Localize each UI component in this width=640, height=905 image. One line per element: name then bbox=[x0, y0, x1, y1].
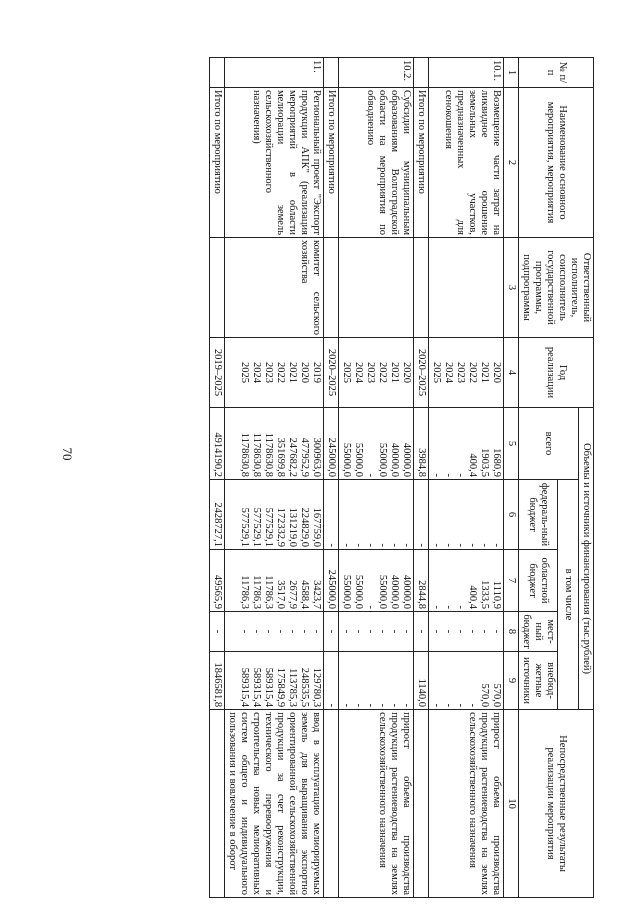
financing-table bbox=[209, 57, 594, 898]
extra-cell-value: 589315,4 bbox=[251, 667, 262, 708]
federal-cell-value: 577529,1 bbox=[251, 507, 262, 547]
regional-cell-value: 3517,0 bbox=[275, 580, 286, 609]
extra-cell-value: - bbox=[467, 703, 478, 708]
year-cell-value: 2024 bbox=[251, 362, 262, 383]
local-cell-value: - bbox=[353, 629, 364, 634]
local-cell-value: - bbox=[275, 629, 286, 634]
regional-cell-value: 3423,7 bbox=[311, 580, 322, 609]
total-cell-value: 351699,8 bbox=[275, 437, 286, 477]
responsible bbox=[414, 238, 429, 338]
local-cell bbox=[225, 612, 324, 652]
result-cell: прирост объема производства продукции растениеводства на землях сельскохозяйственного назначения bbox=[429, 710, 504, 898]
event-name: Региональный проект "Экспорт продукции АПК" (реализация мероприятий в области мелиорации земель сельскохозяйственного назначения) bbox=[225, 88, 324, 238]
row-number bbox=[324, 58, 339, 88]
year-cell-value: 2020 bbox=[491, 362, 502, 383]
header-total: всего bbox=[519, 408, 579, 480]
year-cell-value: 2024 bbox=[443, 362, 454, 383]
header-year: Год реализации bbox=[519, 338, 594, 408]
column-number: 1 bbox=[504, 58, 519, 88]
local-cell-value: - bbox=[389, 629, 400, 634]
total-cell-value: 247682,2 bbox=[287, 437, 298, 477]
year-cell-value: 2023 bbox=[455, 362, 466, 383]
extra-cell bbox=[324, 652, 339, 710]
table-row bbox=[324, 58, 339, 898]
local-cell-value: - bbox=[326, 629, 337, 634]
total-cell-value: - bbox=[443, 473, 454, 477]
federal-cell-value: 577529,1 bbox=[239, 507, 250, 547]
result-cell bbox=[414, 710, 429, 898]
regional-cell-value: 11786,3 bbox=[251, 575, 262, 609]
column-number: 10 bbox=[504, 710, 519, 898]
total-cell-value: 1178630,8 bbox=[263, 432, 274, 477]
federal-cell-value: - bbox=[431, 543, 442, 547]
column-number-row bbox=[504, 58, 519, 898]
year-cell-value: 2023 bbox=[263, 362, 274, 383]
regional-cell bbox=[210, 550, 225, 612]
total-cell-value: 400,4 bbox=[467, 453, 478, 477]
total-cell-value: 1680,9 bbox=[491, 448, 502, 477]
year-cell-value: 2024 bbox=[353, 362, 364, 383]
total-cell-value: 300963,0 bbox=[311, 437, 322, 477]
result-cell bbox=[210, 710, 225, 898]
result-cell: прирост объема производства продукции растениеводства на землях сельскохозяйственного назначения bbox=[339, 710, 414, 898]
regional-cell bbox=[324, 550, 339, 612]
total-cell-value: 3984,8 bbox=[416, 448, 427, 477]
total-cell-value: 55000,0 bbox=[377, 442, 388, 477]
total-cell bbox=[339, 408, 414, 480]
header-results: Непосредственные результаты реализации мероприятия bbox=[519, 710, 594, 898]
year-cell-value: 2025 bbox=[431, 362, 442, 383]
regional-cell-value: 1110,9 bbox=[491, 580, 502, 609]
total-cell-value: 40000,0 bbox=[389, 442, 400, 477]
local-cell-value: - bbox=[491, 629, 502, 634]
total-cell-value: 55000,0 bbox=[341, 442, 352, 477]
extra-cell-value: 570,0 bbox=[479, 683, 490, 708]
header-federal: федераль-ный бюджет bbox=[519, 480, 558, 550]
local-cell-value: - bbox=[479, 629, 490, 634]
local-cell-value: - bbox=[443, 629, 454, 634]
extra-cell-value: 589315,4 bbox=[263, 667, 274, 708]
total-cell-value: 55000,0 bbox=[353, 442, 364, 477]
federal-cell-value: - bbox=[365, 543, 376, 547]
header-event-name: Наименование основного мероприятия, мероприятия bbox=[519, 88, 594, 238]
federal-cell-value: - bbox=[455, 543, 466, 547]
local-cell bbox=[210, 612, 225, 652]
federal-cell-value: - bbox=[389, 543, 400, 547]
local-cell-value: - bbox=[401, 629, 412, 634]
header-funding: Объемы и источники финансирования (тыс.рублей) bbox=[579, 408, 594, 710]
local-cell-value: - bbox=[251, 629, 262, 634]
regional-cell-value: 245000,0 bbox=[326, 569, 337, 609]
total-cell-value: 1903,5 bbox=[479, 448, 490, 477]
extra-cell-value: 248535,5 bbox=[299, 667, 310, 708]
federal-cell-value: - bbox=[491, 543, 502, 547]
regional-cell-value: 55000,0 bbox=[377, 574, 388, 609]
year-cell-value: 2021 bbox=[479, 362, 490, 383]
year-cell-value: 2020 bbox=[299, 362, 310, 383]
year-cell-value: 2020 bbox=[401, 362, 412, 383]
year-cell-value: 2025 bbox=[341, 362, 352, 383]
regional-cell-value: 11786,3 bbox=[239, 575, 250, 609]
regional-cell-value: 2844,8 bbox=[416, 580, 427, 609]
federal-cell-value: 577529,1 bbox=[263, 507, 274, 547]
extra-cell-value: - bbox=[377, 703, 388, 708]
total-cell-value: - bbox=[431, 473, 442, 477]
extra-cell-value: - bbox=[341, 703, 352, 708]
row-number: 11. bbox=[225, 58, 324, 88]
result-cell bbox=[324, 710, 339, 898]
federal-cell bbox=[225, 480, 324, 550]
local-cell bbox=[429, 612, 504, 652]
extra-cell bbox=[225, 652, 324, 710]
header-number: № п/п bbox=[519, 58, 594, 88]
responsible bbox=[210, 238, 225, 338]
responsible bbox=[324, 238, 339, 338]
regional-cell-value: 1333,5 bbox=[479, 580, 490, 609]
extra-cell-value: 113785,3 bbox=[287, 668, 298, 708]
result-cell: ввод в эксплуатацию мелиорируемых земель для выращивания экспортно ориентированной сельскохозяйственной продукции за счет реконструкции, технического перевооружения и строительства новых мелиоративных систем общего и индивидуального пользования и вовлечение в оборот bbox=[225, 710, 324, 898]
regional-cell-value: - bbox=[431, 605, 442, 609]
total-cell-value: 1178630,8 bbox=[239, 432, 250, 477]
column-number: 6 bbox=[504, 480, 519, 550]
responsible: комитет сельского хозяйства bbox=[225, 238, 324, 338]
column-number: 7 bbox=[504, 550, 519, 612]
total-cell-value: - bbox=[455, 473, 466, 477]
document-sheet bbox=[124, 57, 594, 897]
federal-cell bbox=[339, 480, 414, 550]
year-cell-value: 2019 bbox=[311, 362, 322, 383]
local-cell-value: - bbox=[239, 629, 250, 634]
federal-cell bbox=[414, 480, 429, 550]
total-cell-value: 1178630,8 bbox=[251, 432, 262, 477]
extra-cell-value: 129780,3 bbox=[311, 667, 322, 708]
federal-cell-value: 2428727,1 bbox=[212, 502, 223, 547]
extra-cell-value: 570,0 bbox=[491, 683, 502, 708]
table-row bbox=[225, 58, 324, 898]
year-cell bbox=[324, 338, 339, 408]
extra-cell-value: - bbox=[353, 703, 364, 708]
total-cell bbox=[324, 408, 339, 480]
table-row bbox=[210, 58, 225, 898]
extra-cell-value: - bbox=[443, 703, 454, 708]
local-cell-value: - bbox=[416, 629, 427, 634]
extra-cell-value: - bbox=[389, 703, 400, 708]
extra-cell bbox=[414, 652, 429, 710]
year-cell-value: 2022 bbox=[275, 362, 286, 383]
table-row bbox=[339, 58, 414, 898]
local-cell-value: - bbox=[365, 629, 376, 634]
year-cell-value: 2025 bbox=[239, 362, 250, 383]
row-number bbox=[210, 58, 225, 88]
total-cell bbox=[210, 408, 225, 480]
table-body bbox=[210, 58, 504, 898]
regional-cell-value: - bbox=[455, 605, 466, 609]
federal-cell-value: - bbox=[353, 543, 364, 547]
local-cell bbox=[414, 612, 429, 652]
column-number: 5 bbox=[504, 408, 519, 480]
year-cell-value: 2023 bbox=[365, 362, 376, 383]
total-cell bbox=[414, 408, 429, 480]
local-cell bbox=[324, 612, 339, 652]
year-cell-value: 2022 bbox=[467, 362, 478, 383]
regional-cell-value: 49565,9 bbox=[212, 574, 223, 609]
event-name: Субсидии муниципальным образованиям Волгоградской области на мероприятия по обводнению bbox=[339, 88, 414, 238]
local-cell-value: - bbox=[263, 629, 274, 634]
local-cell-value: - bbox=[212, 629, 223, 634]
year-cell-value: 2021 bbox=[389, 362, 400, 383]
column-number: 8 bbox=[504, 612, 519, 652]
local-cell-value: - bbox=[455, 629, 466, 634]
regional-cell bbox=[429, 550, 504, 612]
local-cell-value: - bbox=[377, 629, 388, 634]
extra-cell bbox=[339, 652, 414, 710]
column-number: 2 bbox=[504, 88, 519, 238]
federal-cell bbox=[324, 480, 339, 550]
regional-cell-value: - bbox=[443, 605, 454, 609]
regional-cell-value: - bbox=[365, 605, 376, 609]
extra-cell-value: - bbox=[455, 703, 466, 708]
federal-cell-value: 172332,9 bbox=[275, 507, 286, 547]
responsible bbox=[339, 238, 414, 338]
row-number: 10.1. bbox=[429, 58, 504, 88]
header-extra: внебюд-жетные источники bbox=[519, 652, 558, 710]
total-cell bbox=[429, 408, 504, 480]
extra-cell-value: - bbox=[401, 703, 412, 708]
regional-cell-value: 400,4 bbox=[467, 585, 478, 609]
column-number: 9 bbox=[504, 652, 519, 710]
federal-cell-value: 131219,0 bbox=[287, 507, 298, 547]
table-row bbox=[429, 58, 504, 898]
year-cell bbox=[210, 338, 225, 408]
extra-cell-value: 589315,4 bbox=[239, 667, 250, 708]
extra-cell-value: - bbox=[326, 703, 337, 708]
federal-cell-value: 167759,0 bbox=[311, 507, 322, 547]
federal-cell-value: - bbox=[443, 543, 454, 547]
extra-cell-value: 1140,0 bbox=[416, 678, 427, 708]
local-cell-value: - bbox=[299, 629, 310, 634]
year-cell-value: 2021 bbox=[287, 362, 298, 383]
regional-cell-value: 40000,0 bbox=[401, 574, 412, 609]
local-cell bbox=[339, 612, 414, 652]
local-cell-value: - bbox=[431, 629, 442, 634]
total-cell-value: - bbox=[365, 473, 376, 477]
regional-cell-value: 4588,4 bbox=[299, 580, 310, 609]
regional-cell bbox=[225, 550, 324, 612]
federal-cell-value: - bbox=[467, 543, 478, 547]
year-cell-value: 2022 bbox=[377, 362, 388, 383]
local-cell-value: - bbox=[341, 629, 352, 634]
year-cell bbox=[339, 338, 414, 408]
header-responsible: Ответственный исполнитель, соисполнитель государственной программы, подпрограммы bbox=[519, 238, 594, 338]
extra-cell-value: 1846581,8 bbox=[212, 662, 223, 708]
total-cell-value: 245000,0 bbox=[326, 437, 337, 477]
event-name: Итого по мероприятию bbox=[324, 88, 339, 238]
header-including: в том числе bbox=[558, 480, 579, 710]
header-regional: областной бюджет bbox=[519, 550, 558, 612]
regional-cell-value: 55000,0 bbox=[341, 574, 352, 609]
extra-cell-value: - bbox=[365, 703, 376, 708]
responsible bbox=[429, 238, 504, 338]
column-number: 3 bbox=[504, 238, 519, 338]
regional-cell bbox=[339, 550, 414, 612]
federal-cell-value: - bbox=[479, 543, 490, 547]
row-number: 10.2. bbox=[339, 58, 414, 88]
year-cell bbox=[429, 338, 504, 408]
federal-cell-value: 224829,0 bbox=[299, 507, 310, 547]
local-cell-value: - bbox=[311, 629, 322, 634]
extra-cell-value: 175849,9 bbox=[275, 667, 286, 708]
federal-cell-value: - bbox=[377, 543, 388, 547]
event-name: Итого по мероприятию bbox=[414, 88, 429, 238]
extra-cell bbox=[429, 652, 504, 710]
total-cell-value: 40000,0 bbox=[401, 442, 412, 477]
year-cell-value: 2020–2025 bbox=[326, 348, 337, 397]
regional-cell-value: 2677,9 bbox=[287, 580, 298, 609]
header-local: мест-ный бюджет bbox=[519, 612, 558, 652]
total-cell-value: 4914190,2 bbox=[212, 432, 223, 477]
extra-cell-value: - bbox=[431, 703, 442, 708]
total-cell-value: 477952,9 bbox=[299, 437, 310, 477]
regional-cell-value: 55000,0 bbox=[353, 574, 364, 609]
year-cell-value: 2020–2025 bbox=[416, 348, 427, 397]
column-number: 4 bbox=[504, 338, 519, 408]
local-cell-value: - bbox=[287, 629, 298, 634]
year-cell-value: 2019–2025 bbox=[212, 348, 223, 397]
total-cell bbox=[225, 408, 324, 480]
page-number: 70 bbox=[60, 447, 75, 461]
federal-cell-value: - bbox=[341, 543, 352, 547]
regional-cell-value: 40000,0 bbox=[389, 574, 400, 609]
federal-cell bbox=[429, 480, 504, 550]
event-name: Итого по мероприятию bbox=[210, 88, 225, 238]
year-cell bbox=[414, 338, 429, 408]
row-number bbox=[414, 58, 429, 88]
federal-cell bbox=[210, 480, 225, 550]
event-name: Возмещение части затрат на ликвидное орошение земельных участков, предназначенных для сенокошения bbox=[429, 88, 504, 238]
table-row bbox=[414, 58, 429, 898]
local-cell-value: - bbox=[467, 629, 478, 634]
year-cell bbox=[225, 338, 324, 408]
federal-cell-value: - bbox=[326, 543, 337, 547]
regional-cell bbox=[414, 550, 429, 612]
extra-cell bbox=[210, 652, 225, 710]
regional-cell-value: 11786,3 bbox=[263, 575, 274, 609]
federal-cell-value: - bbox=[401, 543, 412, 547]
federal-cell-value: - bbox=[416, 543, 427, 547]
